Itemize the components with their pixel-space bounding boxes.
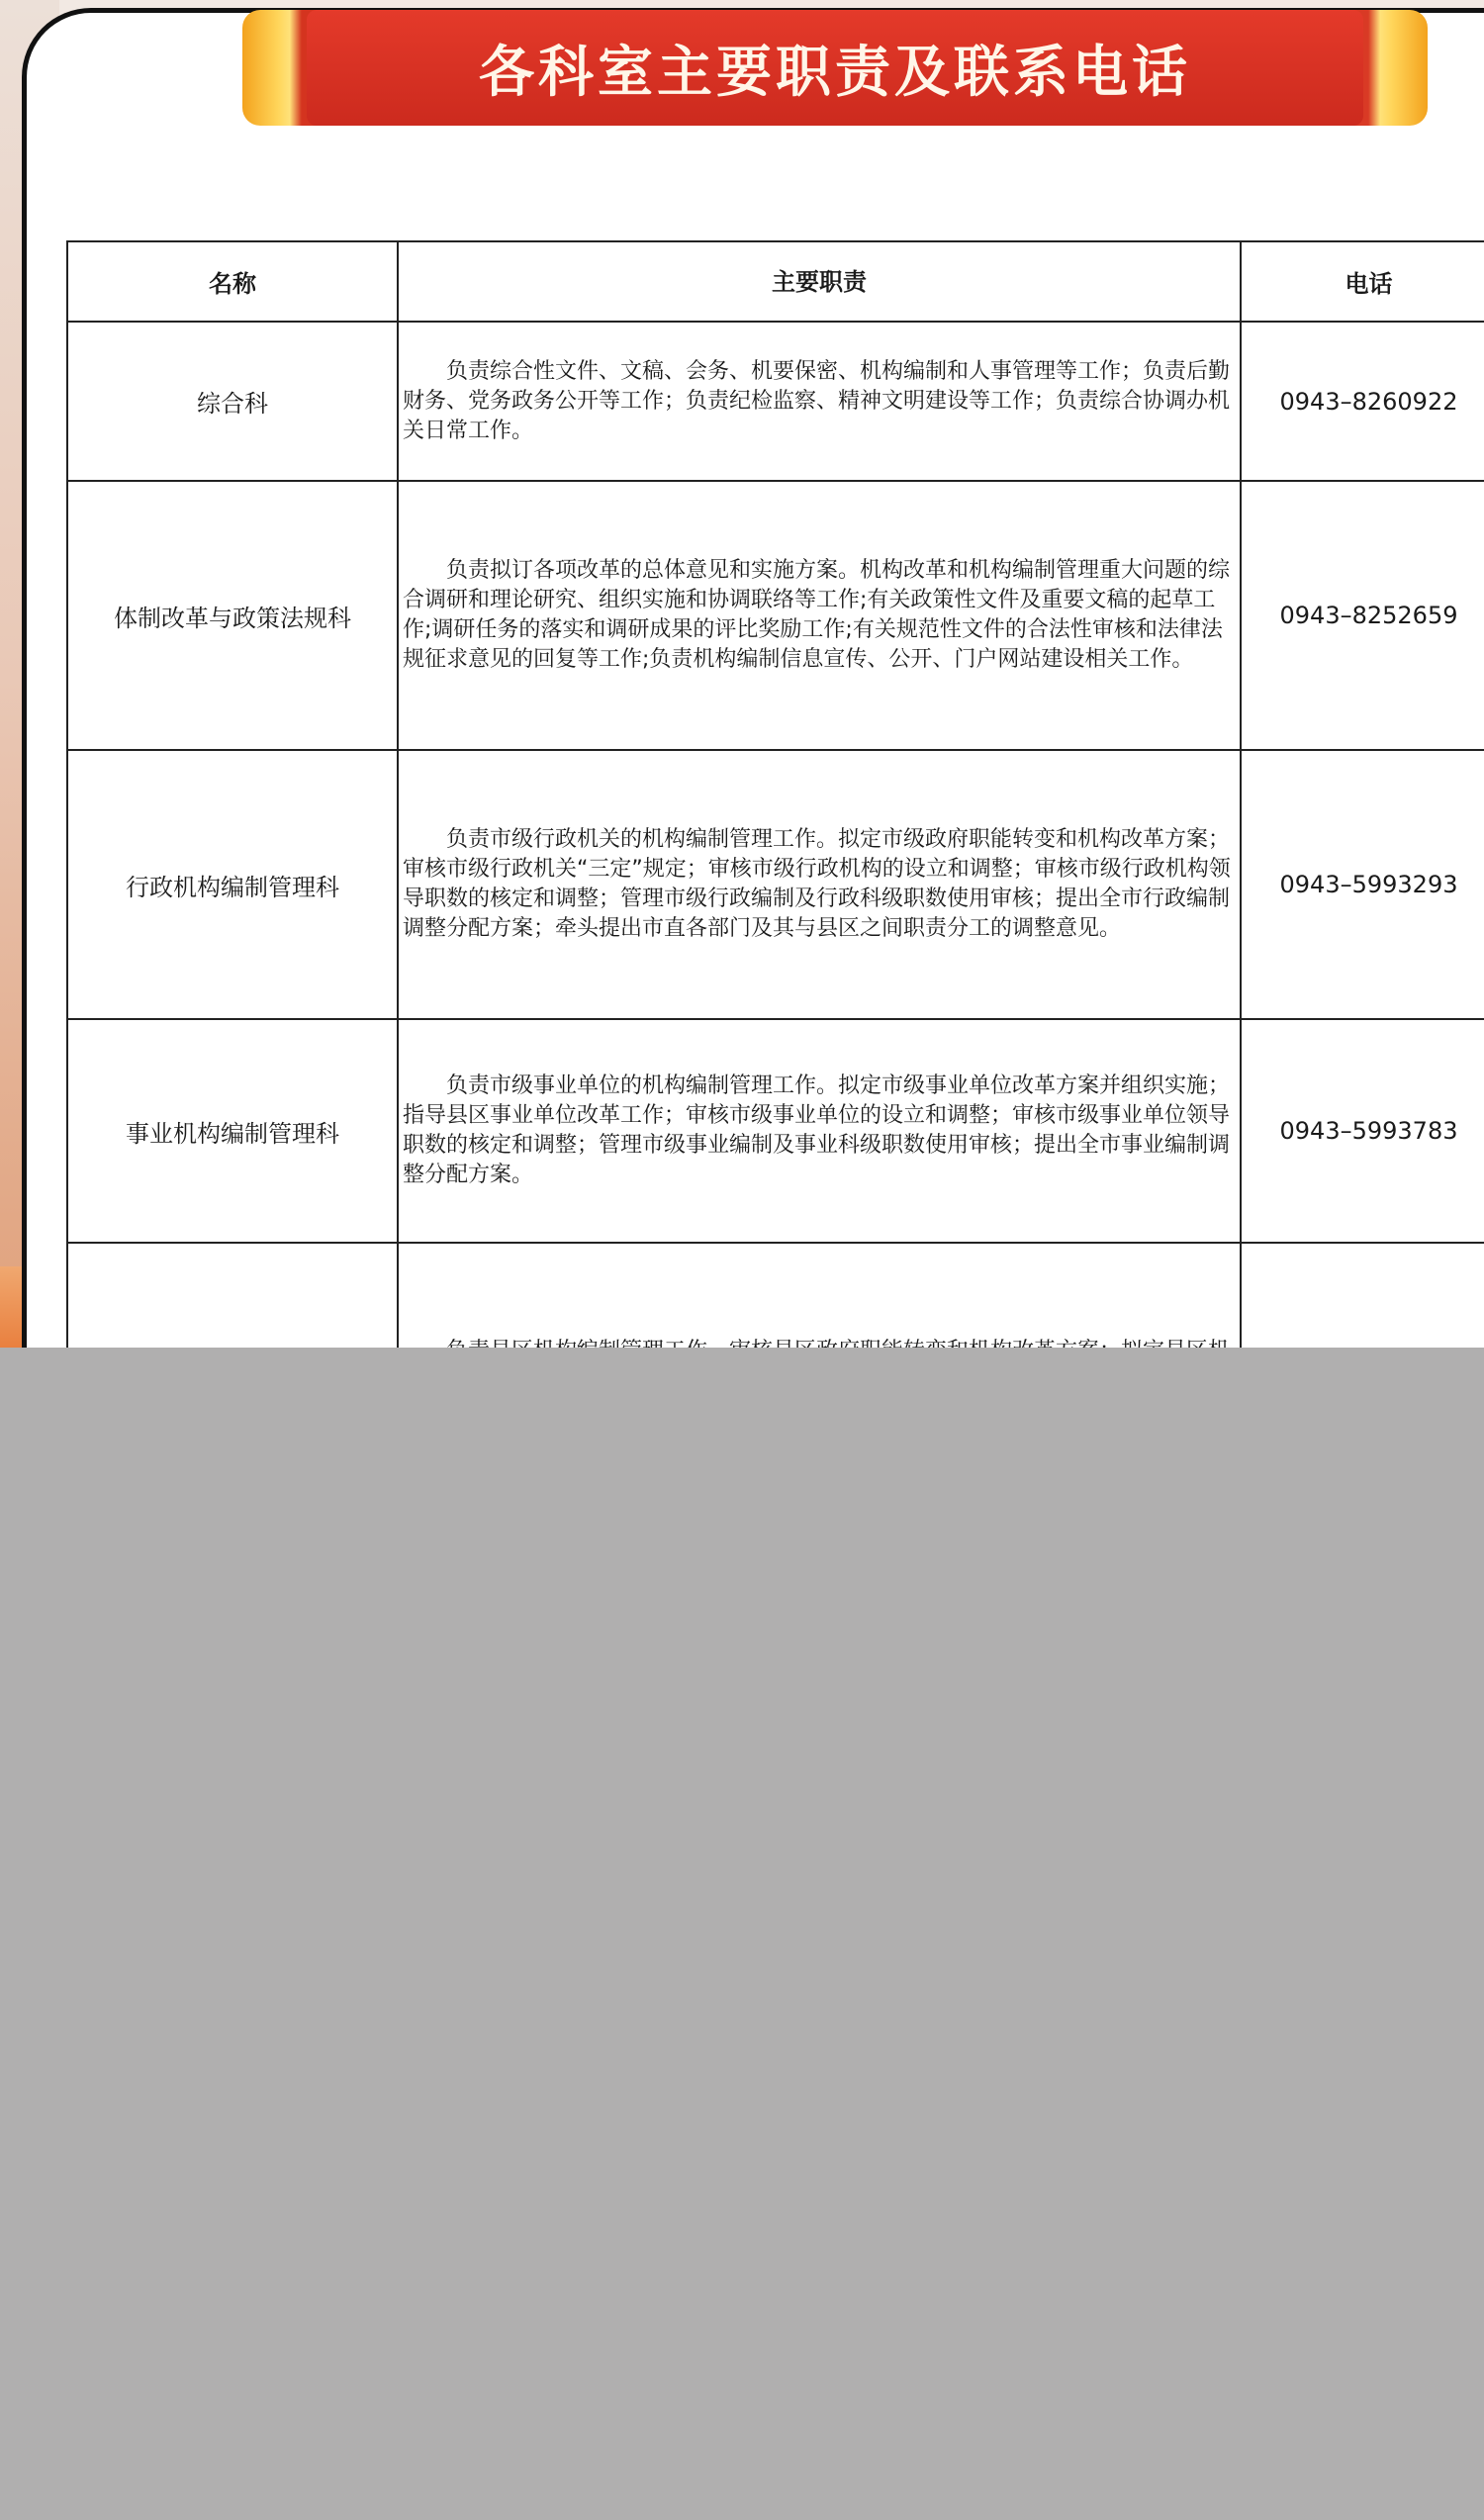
department-name: 行政机构编制管理科 [67,750,398,1019]
department-duties: 负责拟订各项改革的总体意见和实施方案。机构改革和机构编制管理重大问题的综合调研和理论研究、组织实施和协调联络等工作;有关政策性文件及重要文稿的起草工作;调研任务的落实和调研成果的评比奖励工作;有关规范性文件的合法性审核和法律法规征求意见的回复等工作;负责机构编制信息宣传、公开、门户网站建设相关工作。 [403,558,1231,672]
table-row [67,1019,1484,1243]
department-phone: 0943–8260922 [1241,322,1484,481]
department-name: 事业机构编制管理科 [67,1019,398,1243]
table-row [67,322,1484,481]
department-name: 综合科 [67,322,398,481]
table-row [67,481,1484,750]
department-name: 体制改革与政策法规科 [67,481,398,750]
department-duties: 负责综合性文件、文稿、会务、机要保密、机构编制和人事管理等工作；负责后勤财务、党务政务公开等工作；负责纪检监察、精神文明建设等工作；负责综合协调办机关日常工作。 [403,358,1231,443]
department-phone: 0943–5993783 [1241,1019,1484,1243]
page-title: 各科室主要职责及联系电话 [479,40,1191,105]
header-name: 名称 [67,241,398,322]
department-duties: 负责市级事业单位的机构编制管理工作。拟定市级事业单位改革方案并组织实施；指导县区事业单位改革工作；审核市级事业单位的设立和调整；审核市级事业单位领导职数的核定和调整；管理市级事业编制及事业科级职数使用审核；提出全市事业编制调整分配方案。 [403,1073,1231,1187]
header-phone: 电话 [1241,241,1484,322]
title-banner [307,10,1363,126]
duties-table [66,240,1484,1491]
table-header-row [67,241,1484,322]
department-duties: 负责市级行政机关的机构编制管理工作。拟定市级政府职能转变和机构改革方案；审核市级行政机关“三定”规定；审核市级行政机构的设立和调整；审核市级行政机构领导职数的核定和调整；管理市级行政编制及行政科级职数使用审核；提出全市行政编制调整分配方案；牵头提出市直各部门及其与县区之间职责分工的调整意见。 [403,827,1231,941]
header-duties: 主要职责 [398,241,1241,322]
gray-overlay [0,1348,1484,2520]
table-row [67,750,1484,1019]
department-phone: 0943–8252659 [1241,481,1484,750]
department-phone: 0943–5993293 [1241,750,1484,1019]
